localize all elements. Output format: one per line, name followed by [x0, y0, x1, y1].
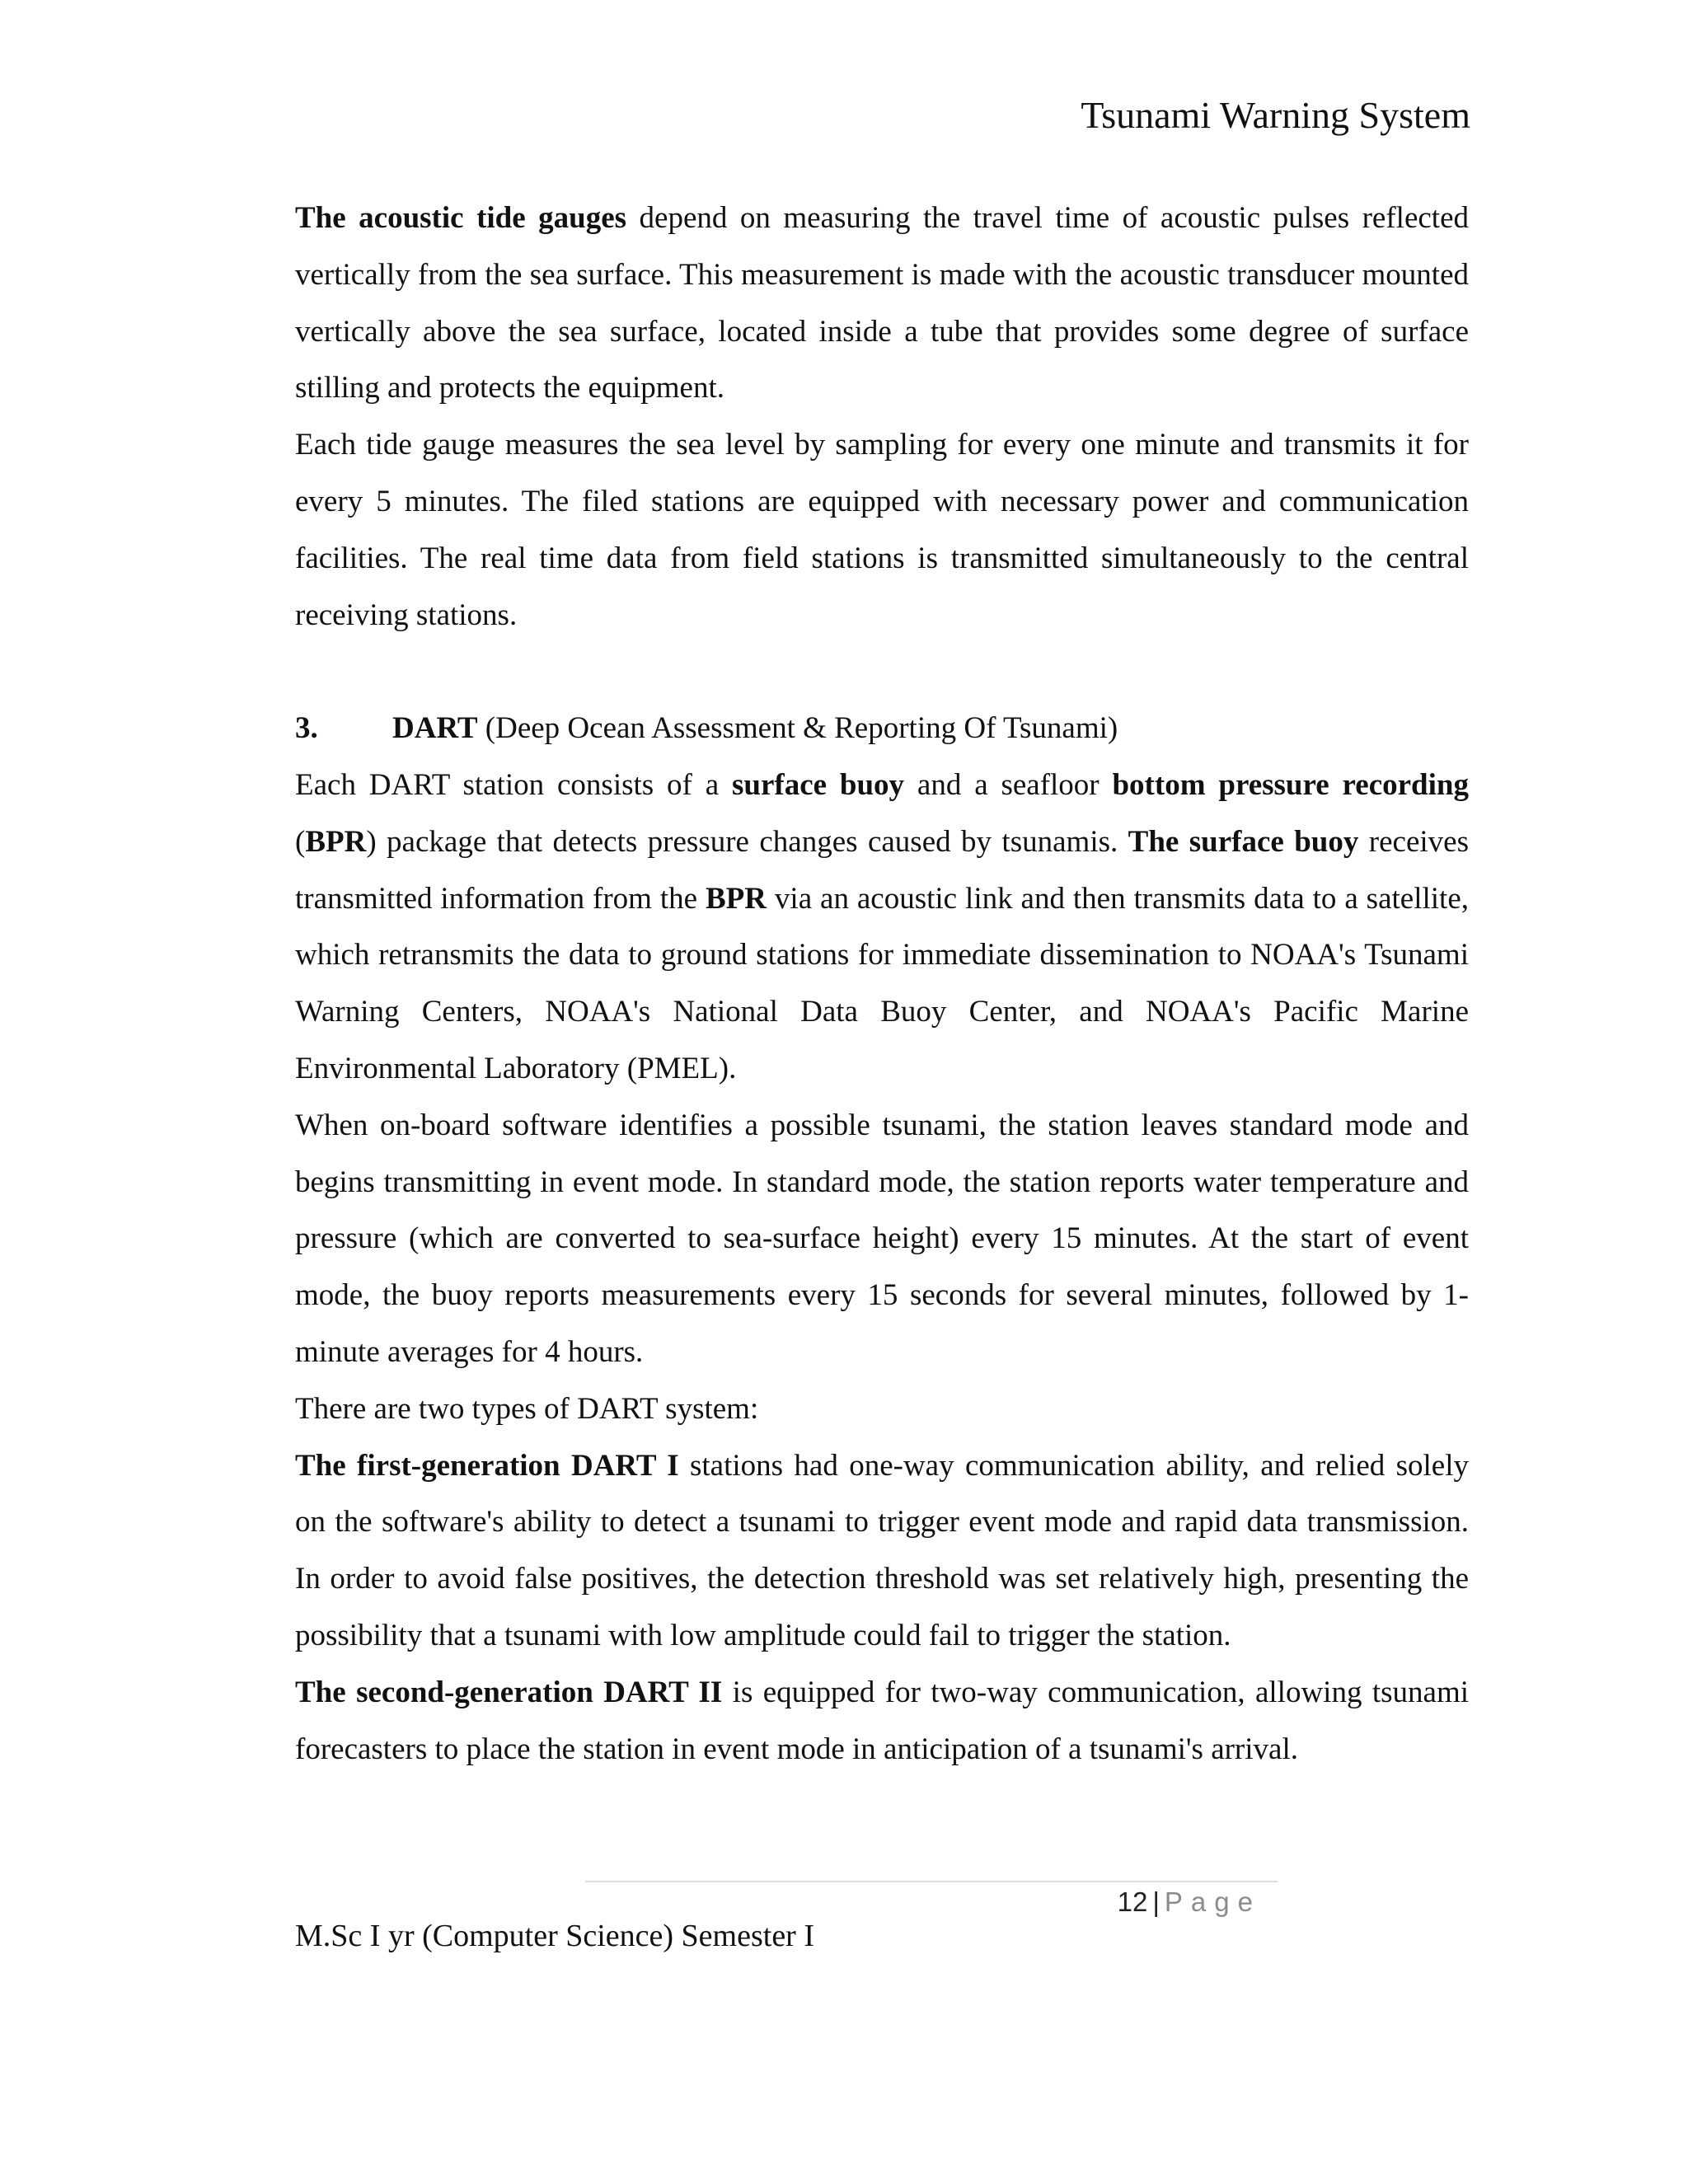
paragraph-text: Each DART station consists of a	[295, 767, 732, 802]
bold-term: The surface buoy	[1128, 824, 1359, 859]
paragraph-text: is equipped for two-way communication, allowing tsunami forecasters to place the station in event mode in anticipation of a tsunami's arrival.	[295, 1675, 1470, 1766]
bold-term: The acoustic tide gauges	[295, 201, 627, 235]
paragraph-acoustic-tide-gauges	[295, 190, 1469, 417]
page-number: 12	[1117, 1886, 1148, 1917]
paragraph-text: via an acoustic link and then transmits data to a satellite, which retransmits the data to ground stations for immediate dissemination to NOAA's Tsunami Warning Centers, NOAA's National Data Buoy Center, and NOAA's Pacific Marine Environmental Laboratory (PMEL).	[295, 881, 1469, 1085]
bold-term: The second-generation DART II	[295, 1675, 723, 1709]
paragraph-event-mode: When on-board software identifies a possible tsunami, the station leaves standard mode and begins transmitting in event mode. In standard mode, the station reports water temperature and pressure (which are converted to sea-surface height) every 15 minutes. At the start of event mode, the buoy reports measurements every 15 seconds for several minutes, followed by 1-minute averages for 4 hours.	[295, 1108, 1469, 1369]
paragraph-text: depend on measuring the travel time of acoustic pulses reflected vertically from the sea surface. This measurement is made with the acoustic transducer mounted vertically above the sea surface, located inside a tube that provides some degree of surface stilling and protects the equipment.	[295, 201, 1469, 405]
running-header-title: Tsunami Warning System	[1081, 94, 1470, 136]
paragraph-dart-ii	[295, 1665, 1469, 1779]
section-number: 3.	[295, 711, 318, 746]
paragraph-spacer	[295, 644, 1469, 701]
page-separator: |	[1152, 1886, 1160, 1917]
paragraph-text: and a seafloor	[904, 767, 1113, 802]
page-number-footer	[1118, 1886, 1261, 1919]
section-heading-dart	[295, 701, 1469, 757]
paragraph-dart-station	[295, 757, 1469, 1098]
footer-course-info: M.Sc I yr (Computer Science) Semester I	[295, 1919, 814, 1953]
paragraph-text: receives transmitted information from the	[295, 824, 1469, 916]
bold-term: surface buoy	[731, 767, 905, 802]
section-title: DART	[392, 711, 478, 746]
page-body	[295, 190, 1469, 1778]
paragraph-tide-gauge-sampling: Each tide gauge measures the sea level by sampling for every one minute and transmits it for every 5 minutes. The filed stations are equipped with necessary power and communication facilities. The real time data from field stations is transmitted simultaneously to the central receiving stations.	[295, 428, 1469, 632]
paragraph-text: stations had one-way communication ability, and relied solely on the software's ability to detect a tsunami to trigger event mode and rapid data transmission. In order to avoid false positives, the detection threshold was set relatively high, presenting the possibility that a tsunami with low amplitude could fail to trigger the station.	[295, 1448, 1470, 1652]
paragraph-text: ) package that detects pressure changes caused by tsunamis.	[366, 824, 1128, 859]
page-label: Page	[1164, 1886, 1261, 1917]
paragraph-types-intro: There are two types of DART system:	[295, 1391, 759, 1426]
bold-term: BPR	[305, 824, 367, 859]
paragraph-dart-i	[295, 1438, 1469, 1665]
bold-term: The first-generation DART I	[295, 1448, 679, 1483]
paragraph-text: (	[295, 824, 306, 859]
bold-term: bottom pressure recording	[1112, 767, 1469, 802]
section-subtitle: (Deep Ocean Assessment & Reporting Of Tsunami)	[485, 711, 1118, 746]
bold-term: BPR	[705, 881, 767, 916]
footer-divider	[585, 1881, 1278, 1882]
